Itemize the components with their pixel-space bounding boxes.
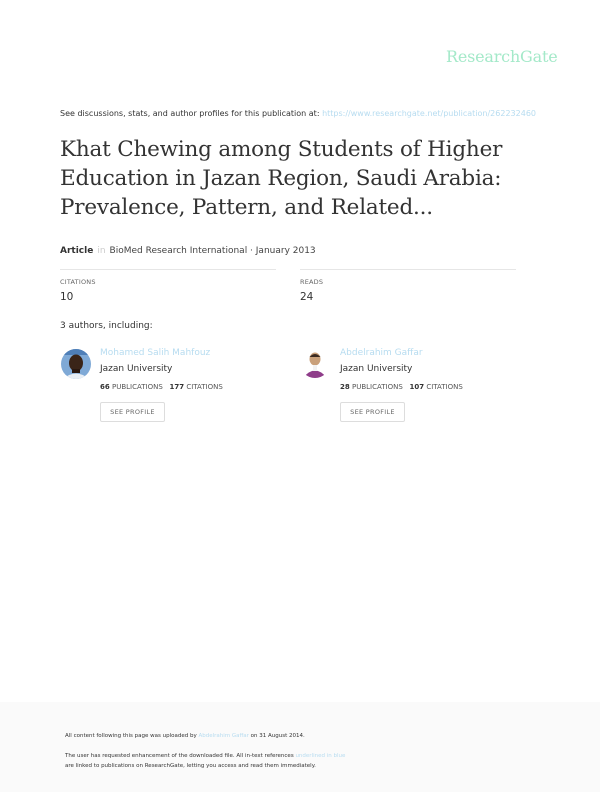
author-citations-count: 177 — [169, 383, 185, 391]
publication-meta — [60, 246, 316, 256]
publications-count: 28 — [340, 383, 350, 391]
publication-title[interactable]: Khat Chewing among Students of Higher Education in Jazan Region, Saudi Arabia: Prevalence, Pattern, and Related... — [60, 137, 503, 220]
author-photo-icon — [300, 348, 330, 378]
author-affiliation: Jazan University — [340, 364, 413, 374]
author-stats — [340, 383, 463, 391]
uploader-link[interactable]: Abdelrahim Gaffar — [198, 733, 249, 739]
publication-type: Article — [60, 246, 94, 256]
reads-divider — [300, 269, 516, 270]
publications-label: PUBLICATIONS — [111, 383, 163, 391]
author-name-link[interactable]: Mohamed Salih Mahfouz — [100, 348, 211, 358]
meta-separator: in — [97, 246, 106, 256]
author-citations-label: CITATIONS — [426, 383, 463, 391]
publication-url-link[interactable]: https://www.researchgate.net/publication/262232460 — [322, 109, 536, 118]
author-photo-icon — [61, 349, 91, 379]
journal-info: BioMed Research International · January 2013 — [109, 246, 316, 256]
author-avatar[interactable] — [61, 349, 91, 379]
linked-notice: are linked to publications on ResearchGate, letting you access and read them immediately. — [65, 763, 316, 769]
see-profile-button[interactable]: SEE PROFILE — [340, 402, 405, 422]
author-name-link[interactable]: Abdelrahim Gaffar — [340, 348, 423, 358]
discussion-text: See discussions, stats, and author profiles for this publication at: — [60, 109, 320, 118]
reads-count: 24 — [300, 291, 314, 303]
authors-heading: 3 authors, including: — [60, 321, 153, 331]
underlined-references-link[interactable]: underlined in blue — [295, 753, 346, 759]
author-citations-count: 107 — [409, 383, 425, 391]
researchgate-logo[interactable]: ResearchGate — [446, 47, 558, 66]
reads-label: READS — [300, 278, 324, 286]
enhancement-text: The user has requested enhancement of the downloaded file. All in-text references — [65, 753, 294, 759]
citations-count: 10 — [60, 291, 74, 303]
author-citations-label: CITATIONS — [186, 383, 223, 391]
author-stats — [100, 383, 223, 391]
upload-notice — [65, 733, 305, 739]
enhancement-notice — [65, 753, 345, 759]
author-avatar[interactable] — [300, 348, 330, 378]
discussion-notice — [60, 109, 536, 118]
see-profile-button[interactable]: SEE PROFILE — [100, 402, 165, 422]
download-footer — [0, 702, 600, 792]
citations-label: CITATIONS — [60, 278, 96, 286]
upload-notice-post: on 31 August 2014. — [250, 733, 305, 739]
publications-count: 66 — [100, 383, 110, 391]
publications-label: PUBLICATIONS — [351, 383, 403, 391]
citations-divider — [60, 269, 276, 270]
upload-notice-pre: All content following this page was uploaded by — [65, 733, 197, 739]
author-affiliation: Jazan University — [100, 364, 173, 374]
